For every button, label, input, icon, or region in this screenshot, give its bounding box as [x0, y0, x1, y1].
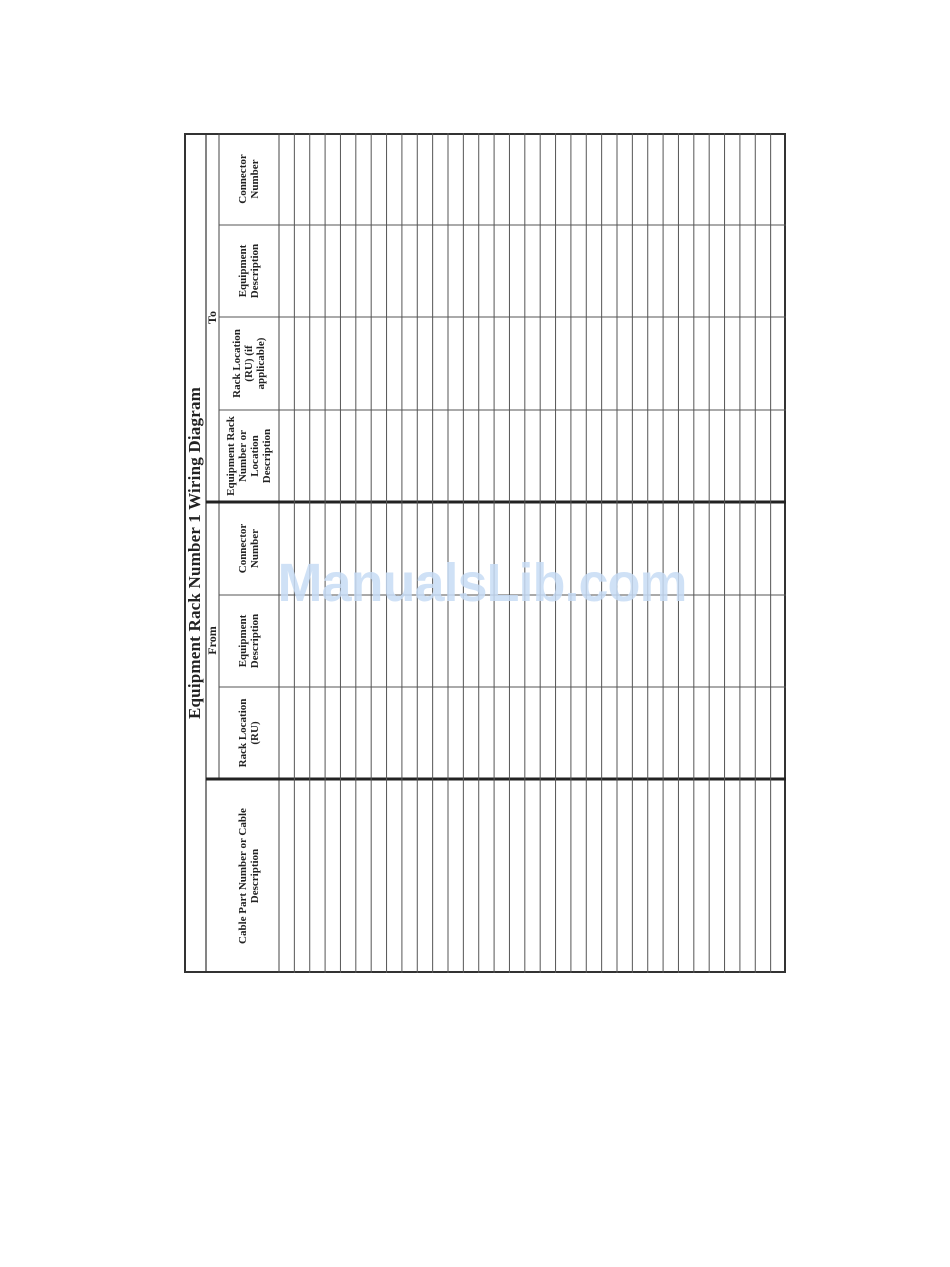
column-header-label: Equipment Description	[237, 243, 261, 299]
document-title: Equipment Rack Number 1 Wiring Diagram	[185, 386, 204, 720]
column-header-from-connector-number	[220, 502, 278, 595]
column-header-from-equipment-description	[220, 595, 278, 687]
column-header-label: Rack Location (RU) (if applicable)	[231, 329, 267, 398]
column-header-to-rack-location	[220, 317, 278, 410]
watermark: ManualsLib.com	[277, 553, 687, 613]
column-header-label: Connector Number	[237, 523, 261, 574]
column-header-to-equipment-description	[220, 225, 278, 317]
column-header-label: Cable Part Number or Cable Description	[237, 808, 261, 944]
blank-entry-rows	[294, 133, 770, 973]
wiring-diagram-worksheet	[184, 133, 786, 973]
column-header-from-rack-location	[220, 687, 278, 779]
column-header-label: Equipment Description	[237, 613, 261, 669]
column-header-label: Rack Location (RU)	[237, 698, 261, 768]
group-label-from: From	[205, 626, 219, 655]
column-header-cable-part-number	[220, 779, 278, 973]
column-header-to-connector-number	[220, 133, 278, 225]
column-header-label: Equipment Rack Number or Location Description	[225, 416, 273, 496]
group-label-to: To	[205, 311, 219, 324]
column-header-label: Connector Number	[237, 154, 261, 204]
column-header-to-rack-number	[220, 410, 278, 502]
